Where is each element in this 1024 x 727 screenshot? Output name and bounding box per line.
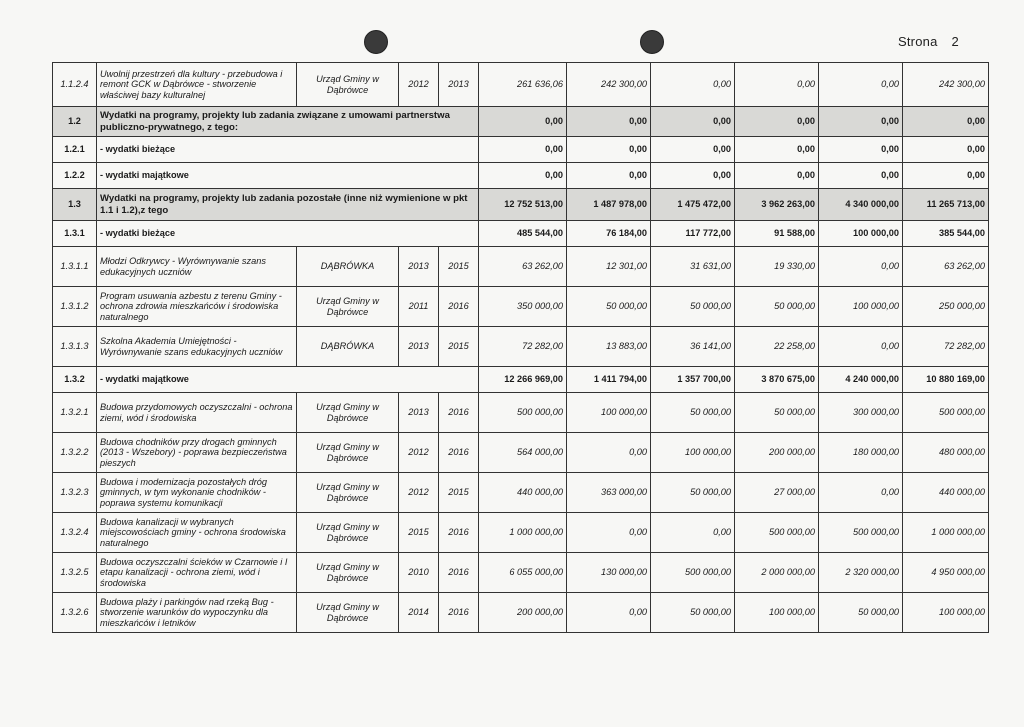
period-to: 2016 bbox=[439, 287, 479, 327]
amount-cell: 500 000,00 bbox=[903, 393, 989, 433]
responsible-unit: Urząd Gminy w Dąbrówce bbox=[297, 63, 399, 107]
task-description: Budowa plaży i parkingów nad rzeką Bug - stworzenie warunków do wypoczynku dla mieszkańców i letników bbox=[97, 593, 297, 633]
period-from: 2013 bbox=[399, 327, 439, 367]
amount-cell: 50 000,00 bbox=[651, 473, 735, 513]
row-number: 1.3.1 bbox=[53, 221, 97, 247]
section-description: - wydatki bieżące bbox=[97, 137, 479, 163]
task-description: Szkolna Akademia Umiejętności - Wyrównywanie szans edukacyjnych uczniów bbox=[97, 327, 297, 367]
amount-cell: 0,00 bbox=[735, 163, 819, 189]
section-description: - wydatki majątkowe bbox=[97, 163, 479, 189]
responsible-unit: Urząd Gminy w Dąbrówce bbox=[297, 553, 399, 593]
amount-cell: 50 000,00 bbox=[819, 593, 903, 633]
responsible-unit: Urząd Gminy w Dąbrówce bbox=[297, 433, 399, 473]
table-row bbox=[53, 593, 989, 633]
amount-cell: 500 000,00 bbox=[651, 553, 735, 593]
amount-cell: 72 282,00 bbox=[903, 327, 989, 367]
period-to: 2016 bbox=[439, 433, 479, 473]
amount-cell: 100 000,00 bbox=[735, 593, 819, 633]
amount-cell: 50 000,00 bbox=[651, 287, 735, 327]
amount-cell: 0,00 bbox=[567, 107, 651, 137]
amount-cell: 1 411 794,00 bbox=[567, 367, 651, 393]
row-number: 1.2.2 bbox=[53, 163, 97, 189]
section-description: Wydatki na programy, projekty lub zadania pozostałe (inne niż wymienione w pkt 1.1 i 1.2),z tego bbox=[97, 189, 479, 221]
amount-cell: 500 000,00 bbox=[819, 513, 903, 553]
amount-cell: 27 000,00 bbox=[735, 473, 819, 513]
amount-cell: 0,00 bbox=[819, 63, 903, 107]
table-row bbox=[53, 63, 989, 107]
amount-cell: 242 300,00 bbox=[567, 63, 651, 107]
amount-cell: 1 357 700,00 bbox=[651, 367, 735, 393]
period-to: 2015 bbox=[439, 327, 479, 367]
amount-cell: 0,00 bbox=[819, 137, 903, 163]
row-number: 1.2 bbox=[53, 107, 97, 137]
expenditure-table bbox=[52, 62, 989, 633]
subtotal-row bbox=[53, 367, 989, 393]
amount-cell: 2 000 000,00 bbox=[735, 553, 819, 593]
amount-cell: 242 300,00 bbox=[903, 63, 989, 107]
amount-cell: 480 000,00 bbox=[903, 433, 989, 473]
amount-cell: 50 000,00 bbox=[567, 287, 651, 327]
amount-cell: 63 262,00 bbox=[903, 247, 989, 287]
row-number: 1.3.1.3 bbox=[53, 327, 97, 367]
period-to: 2016 bbox=[439, 553, 479, 593]
amount-cell: 250 000,00 bbox=[903, 287, 989, 327]
table-row bbox=[53, 433, 989, 473]
task-description: Budowa oczyszczalni ścieków w Czarnowie i I etapu kanalizacji - ochrona ziemi, wód i środowiska bbox=[97, 553, 297, 593]
task-description: Budowa chodników przy drogach gminnych (2013 - Wszebory) - poprawa bezpieczeństwa pieszych bbox=[97, 433, 297, 473]
amount-cell: 3 870 675,00 bbox=[735, 367, 819, 393]
task-description: Budowa i modernizacja pozostałych dróg gminnych, w tym wykonanie chodników - poprawa systemu komunikacji bbox=[97, 473, 297, 513]
amount-cell: 0,00 bbox=[567, 137, 651, 163]
amount-cell: 0,00 bbox=[903, 107, 989, 137]
task-description: Budowa kanalizacji w wybranych miejscowościach gminy - ochrona środowiska naturalnego bbox=[97, 513, 297, 553]
table-row bbox=[53, 327, 989, 367]
period-from: 2012 bbox=[399, 473, 439, 513]
amount-cell: 11 265 713,00 bbox=[903, 189, 989, 221]
amount-cell: 564 000,00 bbox=[479, 433, 567, 473]
responsible-unit: Urząd Gminy w Dąbrówce bbox=[297, 393, 399, 433]
task-description: Uwolnij przestrzeń dla kultury - przebudowa i remont GCK w Dąbrówce - stworzenie właściwej bazy kulturalnej bbox=[97, 63, 297, 107]
table-row bbox=[53, 513, 989, 553]
period-to: 2013 bbox=[439, 63, 479, 107]
amount-cell: 100 000,00 bbox=[903, 593, 989, 633]
amount-cell: 0,00 bbox=[651, 107, 735, 137]
amount-cell: 4 340 000,00 bbox=[819, 189, 903, 221]
amount-cell: 36 141,00 bbox=[651, 327, 735, 367]
amount-cell: 200 000,00 bbox=[735, 433, 819, 473]
responsible-unit: DĄBRÓWKA bbox=[297, 247, 399, 287]
period-from: 2014 bbox=[399, 593, 439, 633]
row-number: 1.3.1.1 bbox=[53, 247, 97, 287]
row-number: 1.3.2.6 bbox=[53, 593, 97, 633]
amount-cell: 50 000,00 bbox=[735, 393, 819, 433]
section-row bbox=[53, 107, 989, 137]
row-number: 1.1.2.4 bbox=[53, 63, 97, 107]
amount-cell: 50 000,00 bbox=[651, 593, 735, 633]
responsible-unit: Urząd Gminy w Dąbrówce bbox=[297, 287, 399, 327]
amount-cell: 12 301,00 bbox=[567, 247, 651, 287]
amount-cell: 117 772,00 bbox=[651, 221, 735, 247]
amount-cell: 0,00 bbox=[819, 163, 903, 189]
period-from: 2011 bbox=[399, 287, 439, 327]
amount-cell: 440 000,00 bbox=[903, 473, 989, 513]
row-number: 1.3 bbox=[53, 189, 97, 221]
row-number: 1.3.2.3 bbox=[53, 473, 97, 513]
amount-cell: 50 000,00 bbox=[651, 393, 735, 433]
amount-cell: 0,00 bbox=[567, 593, 651, 633]
row-number: 1.3.2.5 bbox=[53, 553, 97, 593]
task-description: Młodzi Odkrywcy - Wyrównywanie szans edukacyjnych uczniów bbox=[97, 247, 297, 287]
period-to: 2015 bbox=[439, 247, 479, 287]
amount-cell: 13 883,00 bbox=[567, 327, 651, 367]
period-from: 2015 bbox=[399, 513, 439, 553]
amount-cell: 4 950 000,00 bbox=[903, 553, 989, 593]
amount-cell: 2 320 000,00 bbox=[819, 553, 903, 593]
section-description: Wydatki na programy, projekty lub zadania związane z umowami partnerstwa publiczno-prywatnego, z tego: bbox=[97, 107, 479, 137]
amount-cell: 261 636,06 bbox=[479, 63, 567, 107]
amount-cell: 0,00 bbox=[567, 513, 651, 553]
amount-cell: 19 330,00 bbox=[735, 247, 819, 287]
amount-cell: 0,00 bbox=[651, 163, 735, 189]
amount-cell: 350 000,00 bbox=[479, 287, 567, 327]
amount-cell: 0,00 bbox=[819, 327, 903, 367]
amount-cell: 200 000,00 bbox=[479, 593, 567, 633]
period-from: 2010 bbox=[399, 553, 439, 593]
subtotal-row bbox=[53, 221, 989, 247]
amount-cell: 0,00 bbox=[479, 107, 567, 137]
amount-cell: 4 240 000,00 bbox=[819, 367, 903, 393]
amount-cell: 485 544,00 bbox=[479, 221, 567, 247]
period-from: 2013 bbox=[399, 393, 439, 433]
amount-cell: 0,00 bbox=[651, 137, 735, 163]
page-number bbox=[898, 34, 973, 49]
amount-cell: 440 000,00 bbox=[479, 473, 567, 513]
row-number: 1.3.2.1 bbox=[53, 393, 97, 433]
page-label: Strona bbox=[898, 34, 938, 49]
responsible-unit: DĄBRÓWKA bbox=[297, 327, 399, 367]
table-row bbox=[53, 473, 989, 513]
amount-cell: 130 000,00 bbox=[567, 553, 651, 593]
amount-cell: 500 000,00 bbox=[479, 393, 567, 433]
amount-cell: 63 262,00 bbox=[479, 247, 567, 287]
period-to: 2016 bbox=[439, 513, 479, 553]
amount-cell: 76 184,00 bbox=[567, 221, 651, 247]
amount-cell: 385 544,00 bbox=[903, 221, 989, 247]
period-from: 2013 bbox=[399, 247, 439, 287]
row-number: 1.2.1 bbox=[53, 137, 97, 163]
amount-cell: 12 266 969,00 bbox=[479, 367, 567, 393]
row-number: 1.3.2 bbox=[53, 367, 97, 393]
amount-cell: 1 000 000,00 bbox=[479, 513, 567, 553]
amount-cell: 72 282,00 bbox=[479, 327, 567, 367]
task-description: Program usuwania azbestu z terenu Gminy - ochrona zdrowia mieszkańców i środowiska naturalnego bbox=[97, 287, 297, 327]
amount-cell: 12 752 513,00 bbox=[479, 189, 567, 221]
amount-cell: 0,00 bbox=[819, 247, 903, 287]
table-row bbox=[53, 247, 989, 287]
amount-cell: 0,00 bbox=[819, 473, 903, 513]
amount-cell: 100 000,00 bbox=[651, 433, 735, 473]
amount-cell: 500 000,00 bbox=[735, 513, 819, 553]
amount-cell: 0,00 bbox=[903, 137, 989, 163]
amount-cell: 50 000,00 bbox=[735, 287, 819, 327]
section-description: - wydatki bieżące bbox=[97, 221, 479, 247]
amount-cell: 100 000,00 bbox=[567, 393, 651, 433]
amount-cell: 0,00 bbox=[819, 107, 903, 137]
amount-cell: 0,00 bbox=[651, 63, 735, 107]
subtotal-row bbox=[53, 163, 989, 189]
table-row bbox=[53, 393, 989, 433]
amount-cell: 3 962 263,00 bbox=[735, 189, 819, 221]
task-description: Budowa przydomowych oczyszczalni - ochrona ziemi, wód i środowiska bbox=[97, 393, 297, 433]
amount-cell: 0,00 bbox=[479, 163, 567, 189]
table-row bbox=[53, 287, 989, 327]
period-from: 2012 bbox=[399, 433, 439, 473]
amount-cell: 100 000,00 bbox=[819, 221, 903, 247]
page-value: 2 bbox=[951, 34, 959, 49]
section-description: - wydatki majątkowe bbox=[97, 367, 479, 393]
amount-cell: 10 880 169,00 bbox=[903, 367, 989, 393]
punch-hole-right bbox=[640, 30, 664, 54]
amount-cell: 0,00 bbox=[651, 513, 735, 553]
amount-cell: 300 000,00 bbox=[819, 393, 903, 433]
amount-cell: 180 000,00 bbox=[819, 433, 903, 473]
period-to: 2016 bbox=[439, 593, 479, 633]
amount-cell: 0,00 bbox=[735, 63, 819, 107]
amount-cell: 31 631,00 bbox=[651, 247, 735, 287]
amount-cell: 1 000 000,00 bbox=[903, 513, 989, 553]
amount-cell: 1 487 978,00 bbox=[567, 189, 651, 221]
responsible-unit: Urząd Gminy w Dąbrówce bbox=[297, 473, 399, 513]
amount-cell: 0,00 bbox=[479, 137, 567, 163]
period-to: 2016 bbox=[439, 393, 479, 433]
table-row bbox=[53, 553, 989, 593]
amount-cell: 0,00 bbox=[567, 163, 651, 189]
subtotal-row bbox=[53, 137, 989, 163]
amount-cell: 91 588,00 bbox=[735, 221, 819, 247]
period-to: 2015 bbox=[439, 473, 479, 513]
row-number: 1.3.1.2 bbox=[53, 287, 97, 327]
amount-cell: 100 000,00 bbox=[819, 287, 903, 327]
amount-cell: 0,00 bbox=[735, 137, 819, 163]
row-number: 1.3.2.2 bbox=[53, 433, 97, 473]
amount-cell: 22 258,00 bbox=[735, 327, 819, 367]
amount-cell: 1 475 472,00 bbox=[651, 189, 735, 221]
amount-cell: 6 055 000,00 bbox=[479, 553, 567, 593]
amount-cell: 363 000,00 bbox=[567, 473, 651, 513]
amount-cell: 0,00 bbox=[567, 433, 651, 473]
amount-cell: 0,00 bbox=[735, 107, 819, 137]
responsible-unit: Urząd Gminy w Dąbrówce bbox=[297, 593, 399, 633]
responsible-unit: Urząd Gminy w Dąbrówce bbox=[297, 513, 399, 553]
row-number: 1.3.2.4 bbox=[53, 513, 97, 553]
section-row bbox=[53, 189, 989, 221]
period-from: 2012 bbox=[399, 63, 439, 107]
punch-hole-left bbox=[364, 30, 388, 54]
amount-cell: 0,00 bbox=[903, 163, 989, 189]
